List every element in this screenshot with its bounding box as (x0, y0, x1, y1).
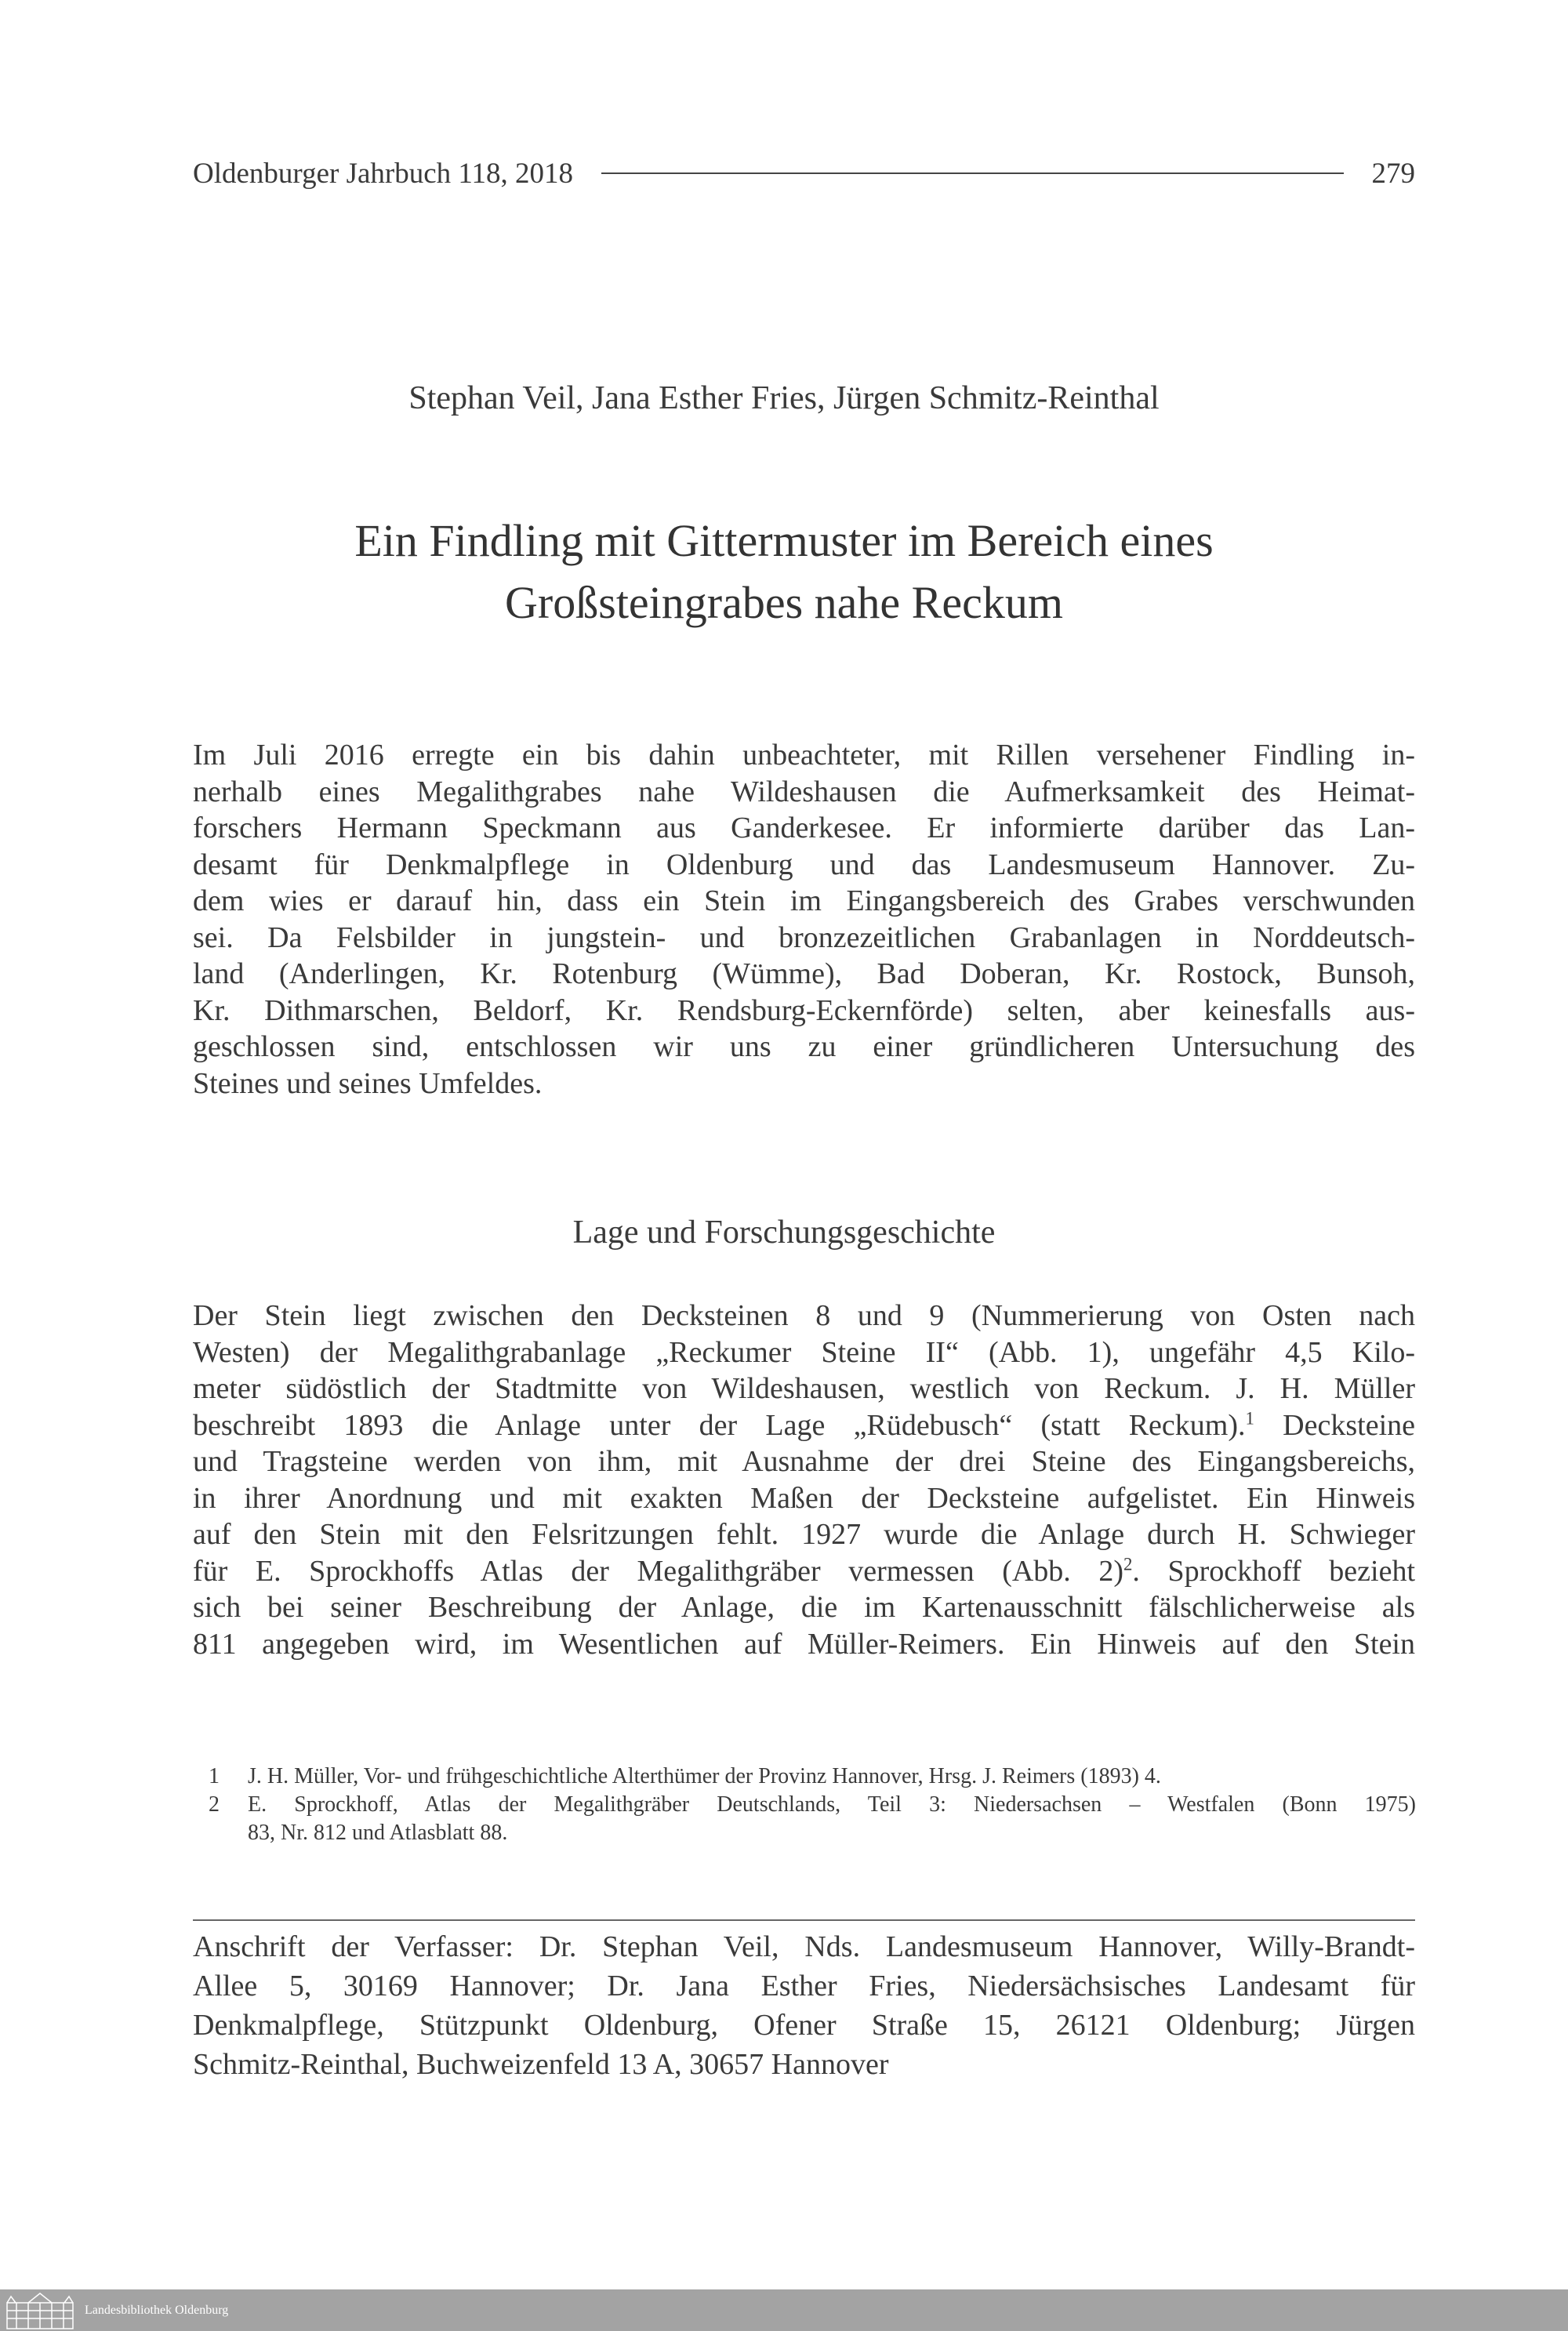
footnote (209, 1791, 1416, 1847)
footnote-line: E. Sprockhoff, Atlas der Megalithgräber Deutschlands, Teil 3: Niedersachsen – Westfalen (Bonn 1975) (248, 1792, 1416, 1817)
footnote-ref: 1 (1245, 1407, 1254, 1428)
page-number: 279 (1371, 157, 1415, 190)
address-line: Denkmalpflege, Stützpunkt Oldenburg, Ofener Straße 15, 26121 Oldenburg; Jürgen (193, 2009, 1415, 2042)
line-text: Decksteine (1254, 1408, 1415, 1442)
text-line (193, 1407, 1415, 1444)
footnote-ref: 2 (1123, 1553, 1133, 1574)
text-line (193, 1371, 1415, 1407)
line-text: meter südöstlich der Stadtmitte von Wildeshausen, westlich von Reckum. J. H. Müller (193, 1372, 1415, 1405)
footnotes (209, 1763, 1416, 1847)
line-text: Westen) der Megalithgrabanlage „Reckumer Steine II“ (Abb. 1), ungefähr 4,5 Kilo- (193, 1335, 1415, 1369)
footnote-text (248, 1763, 1416, 1791)
line-text: in ihrer Anordnung und mit exakten Maßen der Decksteine aufgelistet. Ein Hinweis (193, 1481, 1415, 1515)
text-line (193, 1516, 1415, 1553)
text-line: Steines und seines Umfeldes. (193, 1066, 543, 1100)
address-line: Allee 5, 30169 Hannover; Dr. Jana Esther Fries, Niedersächsisches Landesamt für (193, 1970, 1415, 2002)
text-line (193, 1480, 1415, 1517)
address-line: Anschrift der Verfasser: Dr. Stephan Veil, Nds. Landesmuseum Hannover, Willy-Brandt- (193, 1930, 1415, 1963)
text-line: Kr. Dithmarschen, Beldorf, Kr. Rendsburg-Eckernförde) selten, aber keinesfalls aus- (193, 993, 1415, 1027)
title-line: Großsteingrabes nahe Reckum (505, 577, 1063, 628)
text-line: forschers Hermann Speckmann aus Ganderkesee. Er informierte darüber das Lan- (193, 811, 1415, 844)
text-line (193, 1589, 1415, 1626)
text-line: Im Juli 2016 erregte ein bis dahin unbeachteter, mit Rillen versehener Findling in- (193, 739, 1415, 772)
footnote-text (248, 1791, 1416, 1847)
header-rule (601, 172, 1343, 174)
text-line: sei. Da Felsbilder in jungstein- und bronzezeitlichen Grabanlagen in Norddeutsch- (193, 920, 1415, 954)
text-line (193, 1553, 1415, 1590)
library-building-logo-icon (5, 2292, 75, 2329)
footnote (209, 1763, 1416, 1791)
line-text: für E. Sprockhoffs Atlas der Megalithgräber vermessen (Abb. 2) (193, 1554, 1123, 1588)
journal-title: Oldenburger Jahrbuch 118, 2018 (193, 157, 574, 190)
text-line (193, 1443, 1415, 1480)
section-heading: Lage und Forschungsgeschichte (572, 1215, 996, 1251)
text-line: geschlossen sind, entschlossen wir uns zu einer gründlicheren Untersuchung des (193, 1030, 1415, 1063)
line-text: und Tragsteine werden von ihm, mit Ausnahme der drei Steine des Eingangsbereichs, (193, 1445, 1415, 1478)
footnote-number: 2 (209, 1792, 220, 1817)
line-text: . Sprockhoff bezieht (1132, 1554, 1415, 1588)
footnote-number: 1 (209, 1764, 220, 1788)
title-line: Ein Findling mit Gittermuster im Bereich eines (354, 515, 1214, 566)
footnote-line: 83, Nr. 812 und Atlasblatt 88. (248, 1821, 508, 1845)
line-text: 811 angegeben wird, im Wesentlichen auf Müller-Reimers. Ein Hinweis auf den Stein (193, 1627, 1415, 1661)
abstract (193, 737, 1415, 1102)
text-line: land (Anderlingen, Kr. Rotenburg (Wümme), Bad Doberan, Kr. Rostock, Bunsoh, (193, 957, 1415, 990)
line-text: sich bei seiner Beschreibung der Anlage, die im Kartenausschnitt fälschlicherweise als (193, 1591, 1415, 1624)
body-paragraph (193, 1298, 1415, 1662)
author-address (193, 1927, 1415, 2084)
text-line (193, 1626, 1415, 1663)
address-divider (193, 1919, 1415, 1921)
address-line: Schmitz-Reinthal, Buchweizenfeld 13 A, 30657 Hannover (193, 2048, 889, 2081)
text-line: dem wies er darauf hin, dass ein Stein im Eingangsbereich des Grabes verschwunden (193, 884, 1415, 917)
authors: Stephan Veil, Jana Esther Fries, Jürgen Schmitz-Reinthal (408, 380, 1160, 416)
line-text: beschreibt 1893 die Anlage unter der Lage „Rüdebusch“ (statt Reckum). (193, 1408, 1246, 1442)
footnote-line: J. H. Müller, Vor- und frühgeschichtliche Alterthümer der Provinz Hannover, Hrsg. J. Reimers (1893) 4. (248, 1764, 1161, 1788)
text-line (193, 1334, 1415, 1371)
text-line: nerhalb eines Megalithgrabes nahe Wildeshausen die Aufmerksamkeit des Heimat- (193, 775, 1415, 808)
line-text: Der Stein liegt zwischen den Decksteinen 8 und 9 (Nummerierung von Osten nach (193, 1299, 1415, 1332)
article-title (0, 510, 1568, 634)
running-header (193, 154, 1415, 193)
library-name: Landesbibliothek Oldenburg (85, 2303, 229, 2317)
text-line: desamt für Denkmalpflege in Oldenburg und das Landesmuseum Hannover. Zu- (193, 848, 1415, 881)
text-line (193, 1298, 1415, 1334)
line-text: auf den Stein mit den Felsritzungen fehlt. 1927 wurde die Anlage durch H. Schwieger (193, 1518, 1415, 1551)
library-footer-bar (0, 2289, 1568, 2331)
